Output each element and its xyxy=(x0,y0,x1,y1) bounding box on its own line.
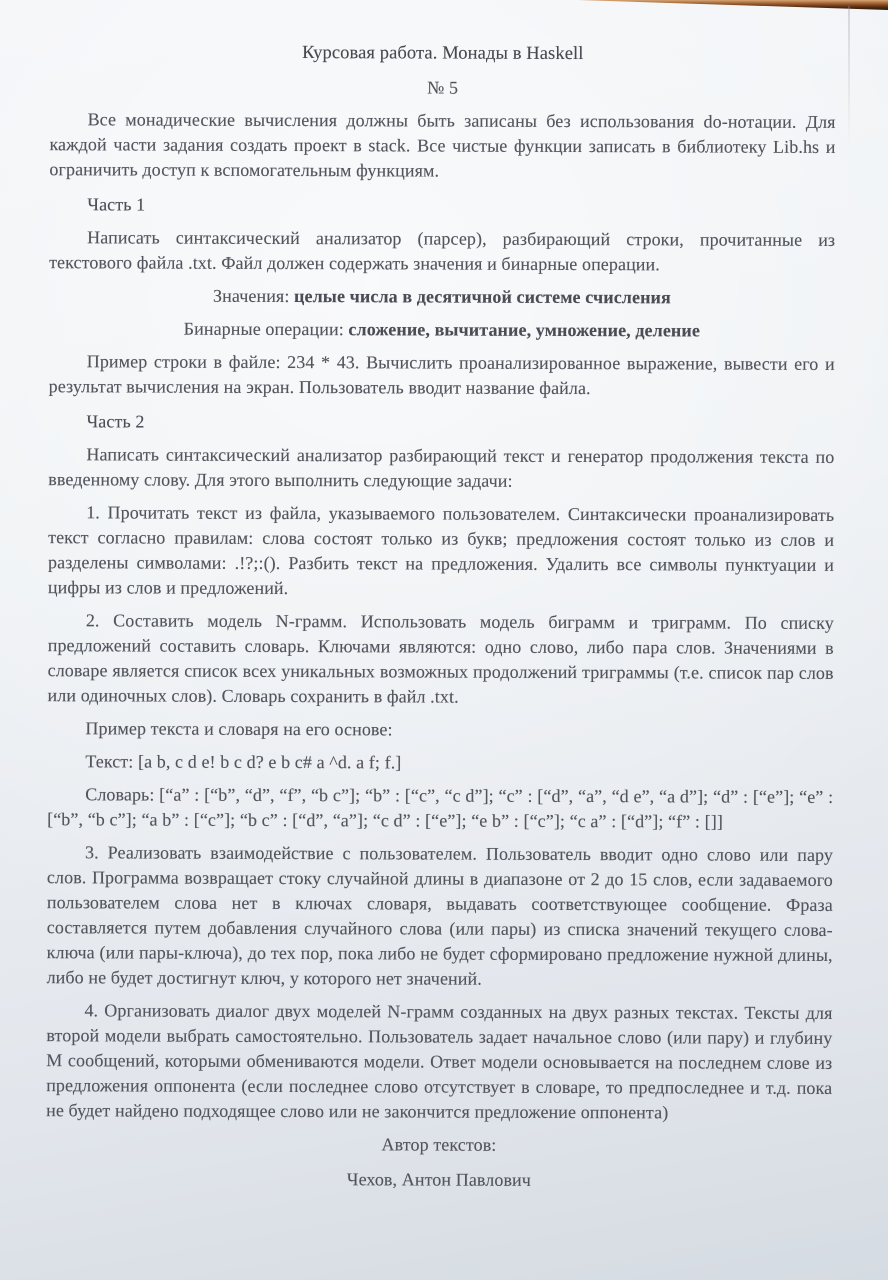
author-label: Автор текстов: xyxy=(381,1134,497,1155)
part1-example-paragraph: Пример строки в файле: 234 * 43. Вычислить проанализированное выражение, вывести его и результат вычисления на экран. Пользователь вводит название файла. xyxy=(48,351,835,399)
operations-text: сложение, вычитание, умножение, деление xyxy=(348,319,701,341)
author-block xyxy=(46,1131,832,1194)
example-text-line: Текст: [a b, c d e! b c d? e b c# a ^d. a f; f.] xyxy=(85,751,402,773)
variant-number: № 5 xyxy=(427,77,459,98)
task-1-paragraph: 1. Прочитать текст из файла, указываемого пользователем. Синтаксически проанализировать текст согласно правилам: слова состоят только из букв; предложения состоят только из слов и разделены символами: .!?;:(). Разбить текст на предложения. Удалить все символы пунктуации и цифры из слов и предложений. xyxy=(47,502,835,599)
values-line xyxy=(49,283,835,311)
example-dictionary-line: Словарь: [“a” : [“b”, “d”, “f”, “b c”]; “b” : [“c”, “c d”]; “c” : [“d”, “a”, “d e”, “a d”]; “d” : [“e”]; “e” : [“b”, “b c”]; “a b” : [“c”]; “b c” : [“d”, “a”]; “c d” : [“e”]; “e b” : [“c”]; “c a” : [“d”]; “f” : []] xyxy=(47,784,834,832)
intro-paragraph: Все монадические вычисления должны быть записаны без использования do-нотации. Для каждой части задания создать проект в stack. Все чистые функции записать в библиотеку Lib.hs и ограничить доступ к вспомогательным функциям. xyxy=(49,109,836,181)
document-title: Курсовая работа. Монады в Haskell xyxy=(302,43,584,65)
part1-heading: Часть 1 xyxy=(87,194,146,215)
task-2-paragraph: 2. Составить модель N-грамм. Использовать модель биграмм и триграмм. По списку предложений составить словарь. Ключами являются: одно слово, либо пара слов. Значениями в словаре является список всех уникальных возможных продолжений триграммы (т.е. список пар слов или одиночных слов). Словарь сохранить в файл .txt. xyxy=(47,610,834,707)
operations-line xyxy=(49,316,835,344)
part1-paragraph: Написать синтаксический анализатор (парсер), разбирающий строки, прочитанные из текстового файла .txt. Файл должен содержать значения и бинарные операции. xyxy=(49,227,836,275)
task-4-paragraph: 4. Организовать диалог двух моделей N-грамм созданных на двух разных текстах. Тексты для второй модели выбрать самостоятельно. Пользователь задает начальное слово (или пару) и глубину М сообщений, которыми обмениваются модели. Ответ модели основывается на последнем слове из предложения оппонента (если последнее слово отсутствует в словаре, то предпоследнее и т.д. пока не будет найдено подходящее слово или не закончится предложение оппонента) xyxy=(46,1000,833,1123)
example-intro-line: Пример текста и словаря на его основе: xyxy=(85,718,393,740)
values-text: целые числа в десятичной системе счисления xyxy=(294,286,671,308)
part2-heading: Часть 2 xyxy=(86,411,145,432)
author-name: Чехов, Антон Павлович xyxy=(346,1169,532,1190)
part2-paragraph: Написать синтаксический анализатор разбирающий текст и генератор продолжения текста по введенному слову. Для этого выполнить следующие задачи: xyxy=(48,444,835,491)
operations-label: Бинарные операции: xyxy=(183,318,344,340)
values-label: Значения: xyxy=(212,285,290,307)
task-3-paragraph: 3. Реализовать взаимодействие с пользователем. Пользователь вводит одно слово или пару слов. Программа возвращает стоку случайной длины в диапазоне от 2 до 15 слов, если задаваемого пользователем слова нет в ключах словаря, выдавать соответствующее сообщение. Фраза составляется путем добавления случайного слова (или пары) из списка значений текущего слова-ключа (или пары-ключа), до тех пор, пока либо не будет сформировано предложение нужной длины, либо не будет достигнут ключ, у которого нет значений. xyxy=(46,842,834,989)
